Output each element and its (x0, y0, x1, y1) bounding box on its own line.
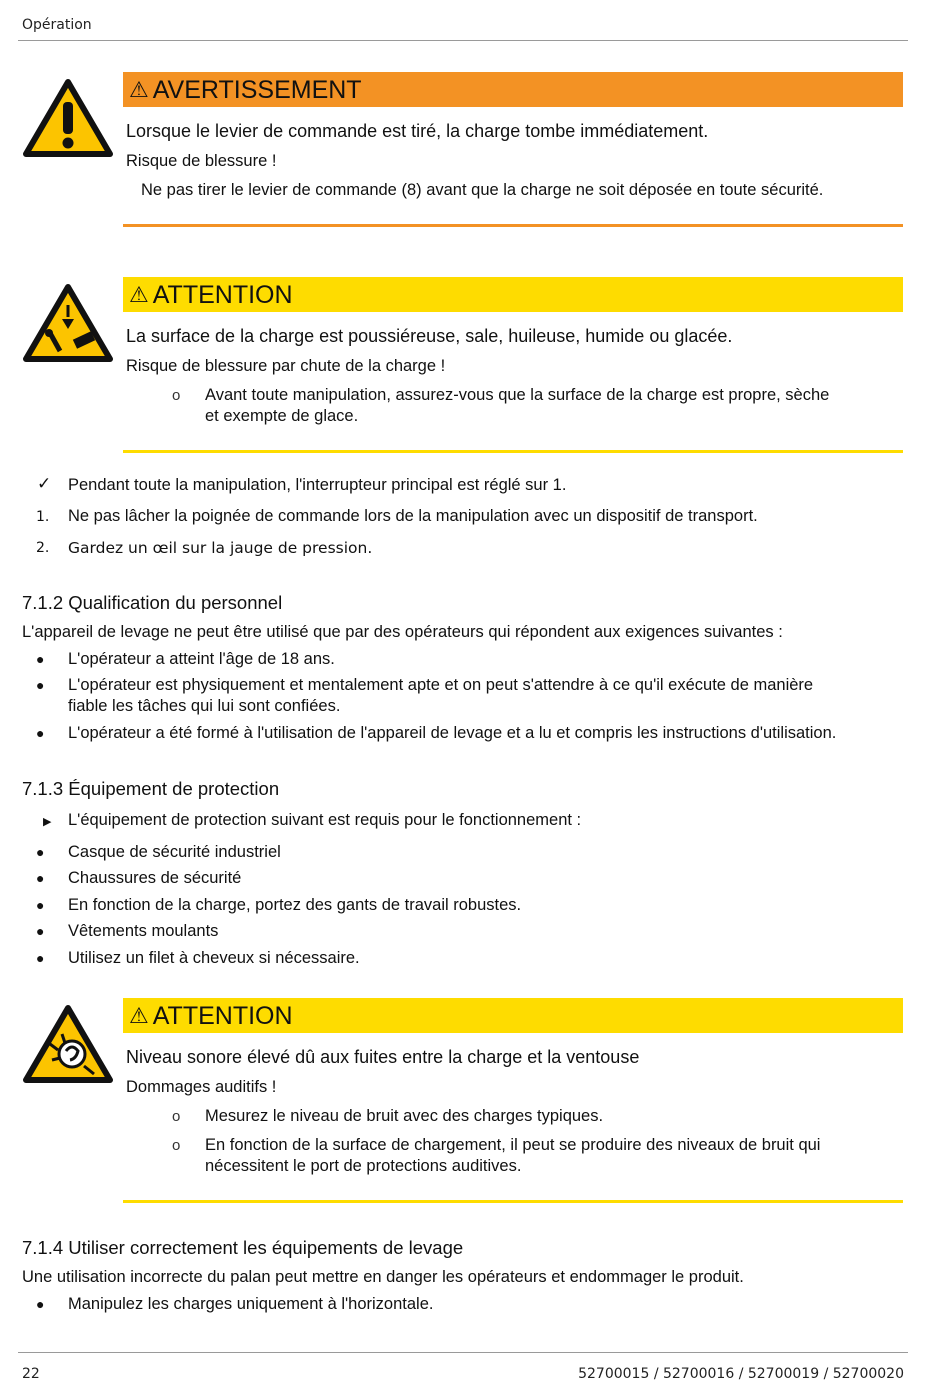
caution-banner-1 (123, 277, 903, 312)
list-item: Casque de sécurité industriel (68, 843, 281, 861)
list-item: L'opérateur est physiquement et mentalement apte et on peut s'attendre à ce qu'il exécute de manière (68, 676, 814, 694)
warning-title: AVERTISSEMENT (152, 76, 362, 104)
alert-triangle-icon: ⚠ (129, 77, 149, 102)
running-header: Opération (22, 17, 92, 33)
caution-title-1: ATTENTION (152, 281, 293, 309)
bullet-icon: ● (36, 725, 45, 741)
step-number: 1. (36, 509, 50, 525)
header-rule (18, 40, 908, 41)
list-item: L'opérateur a été formé à l'utilisation de l'appareil de levage et a lu et compris les instructions d'utilisation. (68, 724, 837, 742)
warning-exclamation-icon (22, 78, 114, 158)
model-numbers: 52700015 / 52700016 / 52700019 / 52700020 (578, 1366, 904, 1382)
list-item: Vêtements moulants (68, 922, 219, 940)
section-heading-714: 7.1.4 Utiliser correctement les équipements de levage (22, 1237, 464, 1258)
bullet-icon: ● (36, 923, 45, 939)
step-2-text: Gardez un œil sur la jauge de pression. (68, 539, 373, 557)
check-icon: ✓ (37, 474, 52, 493)
caution-title-2: ATTENTION (152, 1002, 293, 1030)
list-item: Manipulez les charges uniquement à l'horizontale. (68, 1295, 434, 1313)
list-item-continuation: fiable les tâches qui lui sont confiées. (68, 697, 341, 715)
sub-bullet: o (172, 387, 181, 404)
caution-end-rule-2 (123, 1200, 903, 1203)
bullet-icon: ● (36, 870, 45, 886)
caution-item-1-line2: et exempte de glace. (205, 407, 359, 425)
section-714-intro: Une utilisation incorrecte du palan peut mettre en danger les opérateurs et endommager le produit. (22, 1268, 744, 1286)
warning-end-rule (123, 224, 903, 227)
warning-banner (123, 72, 903, 107)
section-712-intro: L'appareil de levage ne peut être utilisé que par des opérateurs qui répondent aux exigences suivantes : (22, 623, 783, 641)
bullet-icon: ● (36, 1296, 45, 1312)
sub-bullet: o (172, 1137, 181, 1154)
caution-item-2-2-line2: nécessitent le port de protections auditives. (205, 1157, 522, 1175)
caution-item-1-line1: Avant toute manipulation, assurez-vous que la surface de la charge est propre, sèche (205, 386, 830, 404)
alert-triangle-icon: ⚠ (129, 282, 149, 307)
caution-end-rule-1 (123, 450, 903, 453)
caution-item-2-1: Mesurez le niveau de bruit avec des charges typiques. (205, 1107, 604, 1125)
falling-load-icon (22, 283, 114, 363)
prerequisite-text: Pendant toute la manipulation, l'interrupteur principal est réglé sur 1. (68, 476, 567, 494)
list-item: Utilisez un filet à cheveux si nécessaire. (68, 949, 360, 967)
step-number: 2. (36, 540, 50, 556)
step-1-text: Ne pas lâcher la poignée de commande lors de la manipulation avec un dispositif de transport. (68, 507, 758, 525)
section-heading-713: 7.1.3 Équipement de protection (22, 778, 280, 799)
caution-banner-2 (123, 998, 903, 1033)
page-number: 22 (22, 1366, 40, 1382)
bullet-icon: ● (36, 844, 45, 860)
bullet-icon: ● (36, 897, 45, 913)
list-item: Chaussures de sécurité (68, 869, 242, 887)
alert-triangle-icon: ⚠ (129, 1003, 149, 1028)
bullet-icon: ● (36, 950, 45, 966)
warning-action: Ne pas tirer le levier de commande (8) avant que la charge ne soit déposée en toute sécurité. (141, 181, 824, 199)
arrow-right-icon: ▶ (43, 816, 52, 828)
caution-headline-2: Niveau sonore élevé dû aux fuites entre la charge et la ventouse (126, 1047, 640, 1067)
list-item: En fonction de la charge, portez des gants de travail robustes. (68, 896, 522, 914)
noise-hazard-icon (22, 1004, 114, 1084)
caution-risk-1: Risque de blessure par chute de la charge ! (126, 357, 446, 375)
bullet-icon: ● (36, 677, 45, 693)
section-heading-712: 7.1.2 Qualification du personnel (22, 592, 283, 613)
warning-risk: Risque de blessure ! (126, 152, 277, 170)
warning-headline: Lorsque le levier de commande est tiré, la charge tombe immédiatement. (126, 121, 709, 141)
bullet-icon: ● (36, 651, 45, 667)
caution-headline-1: La surface de la charge est poussiéreuse, sale, huileuse, humide ou glacée. (126, 326, 733, 346)
sub-bullet: o (172, 1108, 181, 1125)
requirement-text: L'équipement de protection suivant est requis pour le fonctionnement : (68, 811, 582, 829)
caution-item-2-2-line1: En fonction de la surface de chargement, il peut se produire des niveaux de bruit qui (205, 1136, 821, 1154)
footer-rule (18, 1352, 908, 1353)
caution-risk-2: Dommages auditifs ! (126, 1078, 277, 1096)
list-item: L'opérateur a atteint l'âge de 18 ans. (68, 650, 335, 668)
